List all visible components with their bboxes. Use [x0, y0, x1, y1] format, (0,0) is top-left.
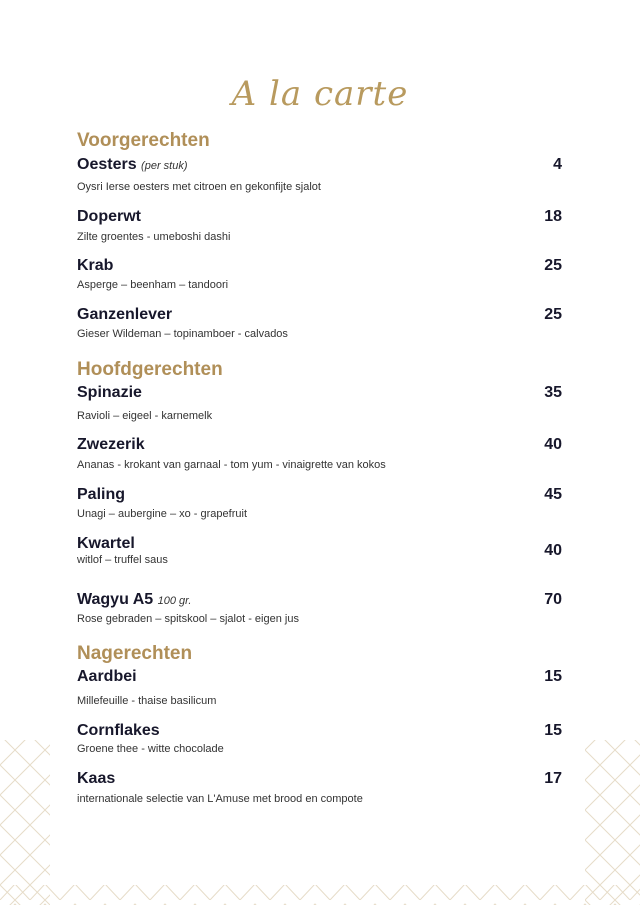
- menu-item-note: (per stuk): [141, 160, 188, 172]
- menu-item-description: Groene thee - witte chocolade: [77, 743, 224, 755]
- menu-item-title: Zwezerik: [77, 436, 145, 453]
- menu-item-price: 4: [553, 156, 562, 173]
- menu-item-name: [77, 384, 142, 402]
- menu-item-name: [77, 306, 172, 324]
- menu-item-description: Gieser Wildeman – topinamboer - calvados: [77, 328, 288, 340]
- menu-item-price: 15: [544, 722, 562, 739]
- menu-item-note: 100 gr.: [157, 595, 192, 607]
- menu-item-description: Zilte groentes - umeboshi dashi: [77, 231, 231, 243]
- section-heading: Voorgerechten: [77, 130, 210, 151]
- menu-item-title: Doperwt: [77, 208, 141, 225]
- section-heading: Hoofdgerechten: [77, 359, 223, 380]
- menu-item-description: Ananas - krokant van garnaal - tom yum - vinaigrette van kokos: [77, 459, 386, 471]
- page-title: A la carte: [231, 74, 409, 114]
- menu-item-price: 25: [544, 306, 562, 323]
- menu-item-price: 35: [544, 384, 562, 401]
- menu-item-name: [77, 486, 125, 504]
- menu-item-price: 18: [544, 208, 562, 225]
- menu-item-name: [77, 436, 145, 454]
- menu-item-title: Krab: [77, 257, 114, 274]
- menu-item-title: Oesters: [77, 156, 137, 173]
- menu-item-description: Asperge – beenham – tandoori: [77, 279, 229, 291]
- menu-item-title: Kaas: [77, 770, 116, 787]
- menu-item-name: [77, 668, 137, 686]
- menu-item-title: Paling: [77, 486, 126, 503]
- menu-item-price: 45: [544, 486, 562, 503]
- menu-item-price: 17: [544, 770, 562, 787]
- menu-item-name: [77, 535, 135, 553]
- menu-item-description: Millefeuille - thaise basilicum: [77, 695, 217, 707]
- menu-item-price: 40: [544, 436, 562, 453]
- menu-item-title: Ganzenlever: [77, 306, 173, 323]
- menu-item-description: internationale selectie van L'Amuse met brood en compote: [77, 793, 363, 805]
- menu-item-price: 70: [544, 591, 562, 608]
- menu-item-title: Wagyu A5: [77, 591, 154, 608]
- menu-item-price: 40: [544, 542, 562, 559]
- section-heading: Nagerechten: [77, 643, 193, 664]
- menu-item-title: Kwartel: [77, 535, 135, 552]
- menu-item-name: [77, 722, 160, 740]
- menu-item-name: [77, 208, 141, 226]
- menu-item-price: 25: [544, 257, 562, 274]
- menu-item-description: Oysri Ierse oesters met citroen en gekonfijte sjalot: [77, 181, 321, 193]
- menu-item-title: Aardbei: [77, 668, 137, 685]
- menu-item-price: 15: [544, 668, 562, 685]
- menu-item-description: witlof – truffel saus: [77, 554, 168, 566]
- menu-item-name: [77, 257, 113, 275]
- menu-item-title: Spinazie: [77, 384, 142, 401]
- menu-item-description: Ravioli – eigeel - karnemelk: [77, 410, 213, 422]
- menu-item-title: Cornflakes: [77, 722, 160, 739]
- menu-item-description: Rose gebraden – spitskool – sjalot - eigen jus: [77, 613, 299, 625]
- menu-item-name: [77, 156, 188, 174]
- menu-item-name: [77, 770, 115, 788]
- menu-item-name: [77, 591, 191, 609]
- menu-item-description: Unagi – aubergine – xo - grapefruit: [77, 508, 247, 520]
